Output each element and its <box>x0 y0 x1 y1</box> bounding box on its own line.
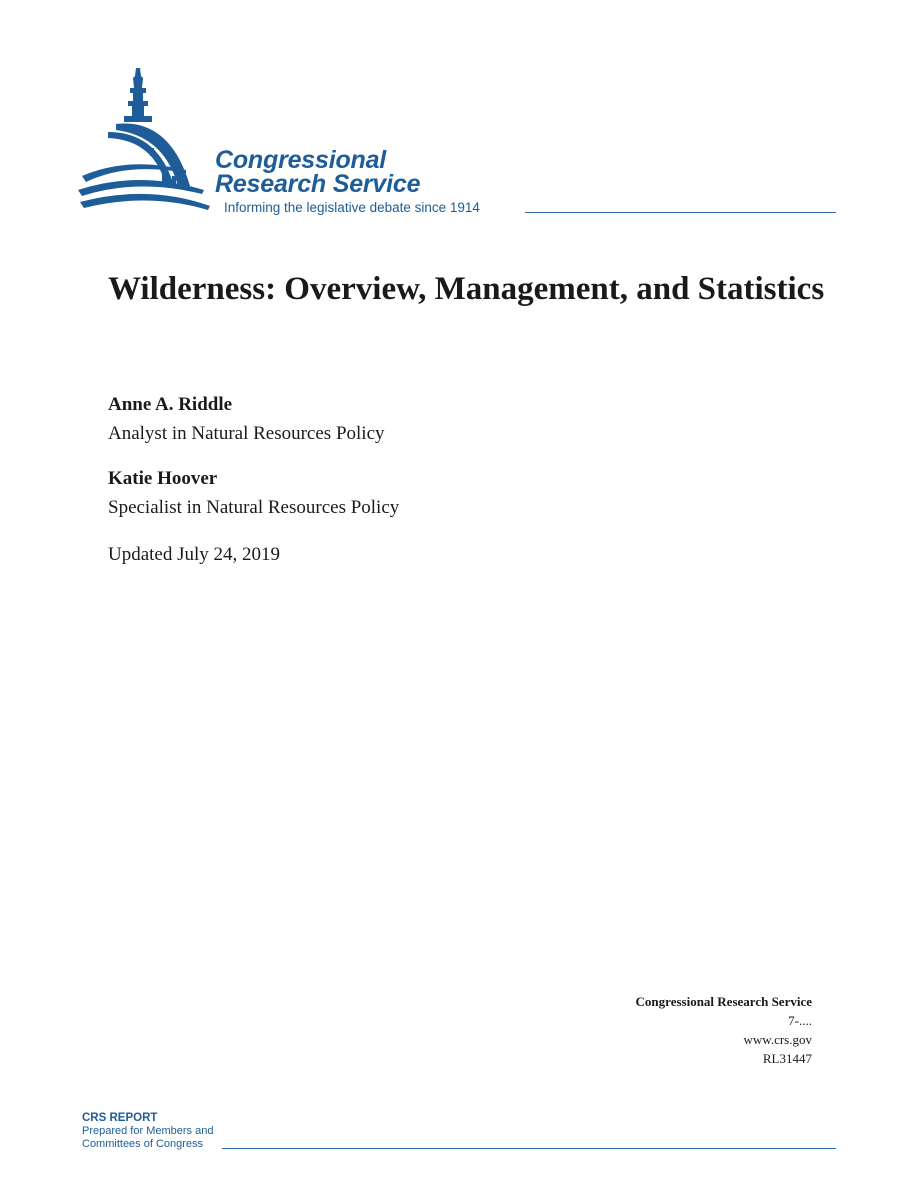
report-number: RL31447 <box>762 1051 812 1066</box>
updated-date: Updated July 24, 2019 <box>108 544 281 565</box>
brand-name-line2: Research Service <box>215 170 421 198</box>
author-role: Analyst in Natural Resources Policy <box>108 423 385 444</box>
author-name: Katie Hoover <box>108 468 218 489</box>
report-title: Wilderness: Overview, Management, and Statistics <box>108 271 825 307</box>
organization-name: Congressional Research Service <box>635 994 812 1009</box>
footer-label: CRS REPORT <box>82 1112 158 1124</box>
crs-logo <box>78 66 838 222</box>
footer-rule <box>222 1148 836 1149</box>
footer-line2: Committees of Congress <box>82 1138 204 1150</box>
header-rule <box>525 212 836 213</box>
capitol-dome-icon <box>78 66 220 218</box>
brand-tagline: Informing the legislative debate since 1914 <box>224 200 480 215</box>
author-name: Anne A. Riddle <box>108 394 233 415</box>
brand-name-line1: Congressional <box>215 146 387 174</box>
footer-line1: Prepared for Members and <box>82 1125 214 1137</box>
author-role: Specialist in Natural Resources Policy <box>108 497 400 518</box>
website-link[interactable]: www.crs.gov <box>743 1032 812 1047</box>
report-code: 7-.... <box>788 1013 812 1028</box>
report-metadata <box>636 992 812 1068</box>
footer <box>82 1112 836 1156</box>
